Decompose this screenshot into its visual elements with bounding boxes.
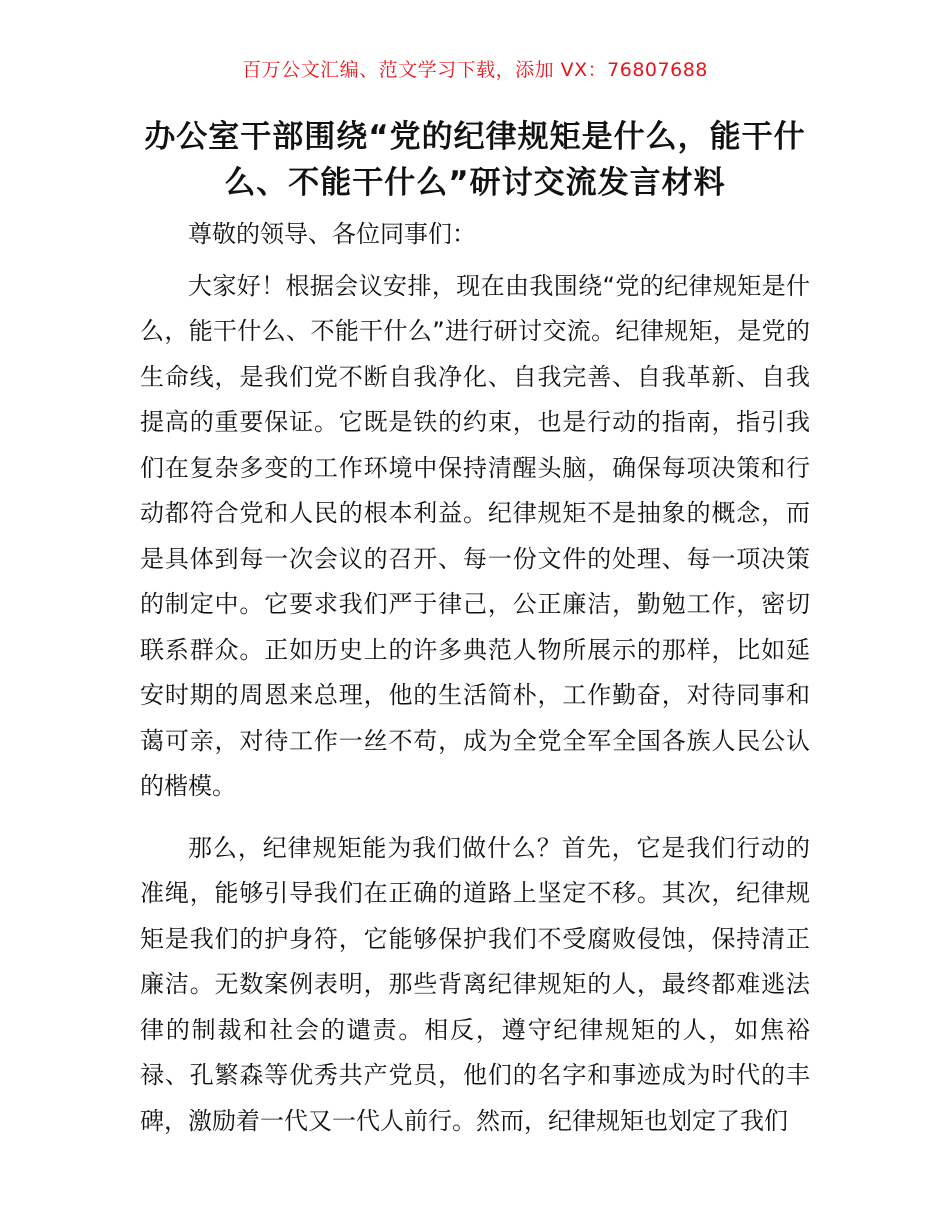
- paragraph-1: 大家好！根据会议安排，现在由我围绕“党的纪律规矩是什么，能干什么、不能干什么”进行研讨交流。纪律规矩，是党的生命线，是我们党不断自我净化、自我完善、自我革新、自我提高的重要保证。它既是铁的约束，也是行动的指南，指引我们在复杂多变的工作环境中保持清醒头脑，确保每项决策和行动都符合党和人民的根本利益。纪律规矩不是抽象的概念，而是具体到每一次会议的召开、每一份文件的处理、每一项决策的制定中。它要求我们严于律己，公正廉洁，勤勉工作，密切联系群众。正如历史上的许多典范人物所展示的那样，比如延安时期的周恩来总理，他的生活简朴，工作勤奋，对待同事和蔼可亲，对待工作一丝不苟，成为全党全军全国各族人民公认的楷模。: [140, 271, 810, 800]
- document-title: 办公室干部围绕“党的纪律规矩是什么，能干什么、不能干什么”研讨交流发言材料: [144, 119, 806, 201]
- salutation: 尊敬的领导、各位同事们：: [188, 220, 476, 248]
- paragraph-2: 那么，纪律规矩能为我们做什么？首先，它是我们行动的准绳，能够引导我们在正确的道路上坚定不移。其次，纪律规矩是我们的护身符，它能够保护我们不受腐败侵蚀，保持清正廉洁。无数案例表明，那些背离纪律规矩的人，最终都难逃法律的制裁和社会的谴责。相反，遵守纪律规矩的人，如焦裕禄、孔繁森等优秀共产党员，他们的名字和事迹成为时代的丰碑，激励着一代又一代人前行。然而，纪律规矩也划定了我们: [140, 833, 810, 1135]
- document-body: [140, 212, 810, 1144]
- header-watermark-note: 百万公文汇编、范文学习下载，添加 VX：76807688: [242, 59, 708, 81]
